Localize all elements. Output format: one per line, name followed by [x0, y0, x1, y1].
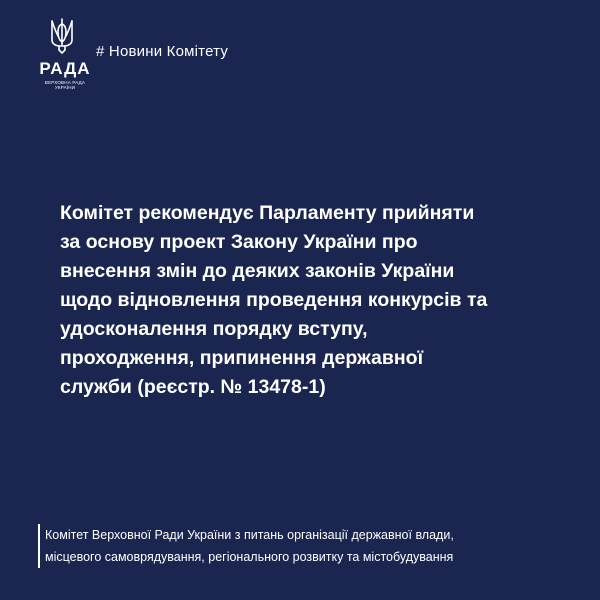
- footer-line: місцевого самоврядування, регіонального розвитку та містобудування: [45, 550, 454, 564]
- section-tag: # Новини Комітету: [96, 43, 229, 60]
- footer-line: Комітет Верховної Ради України з питань організації державної влади,: [45, 528, 454, 542]
- trident-icon: [50, 18, 74, 54]
- headline-line: щодо відновлення проведення конкурсів та: [60, 289, 488, 311]
- headline-line: удосконалення порядку вступу,: [60, 318, 368, 340]
- logo-wordmark: РАДА: [39, 59, 91, 78]
- headline-line: за основу проект Закону України про: [60, 231, 418, 253]
- logo-subtitle-line: ВЕРХОВНА РАДА: [44, 80, 86, 85]
- headline-line: проходження, припинення державної: [60, 347, 424, 369]
- rada-logo: [30, 18, 104, 94]
- logo-subtitle: [35, 80, 95, 90]
- committee-footer: [38, 524, 590, 568]
- headline-line: внесення змін до деяких законів України: [60, 260, 455, 282]
- logo-subtitle-line: УКРАЇНИ: [54, 85, 76, 90]
- news-headline: [60, 199, 575, 402]
- headline-line: Комітет рекомендує Парламенту прийняти: [60, 202, 475, 224]
- headline-line: служби (реєстр. № 13478-1): [60, 376, 326, 398]
